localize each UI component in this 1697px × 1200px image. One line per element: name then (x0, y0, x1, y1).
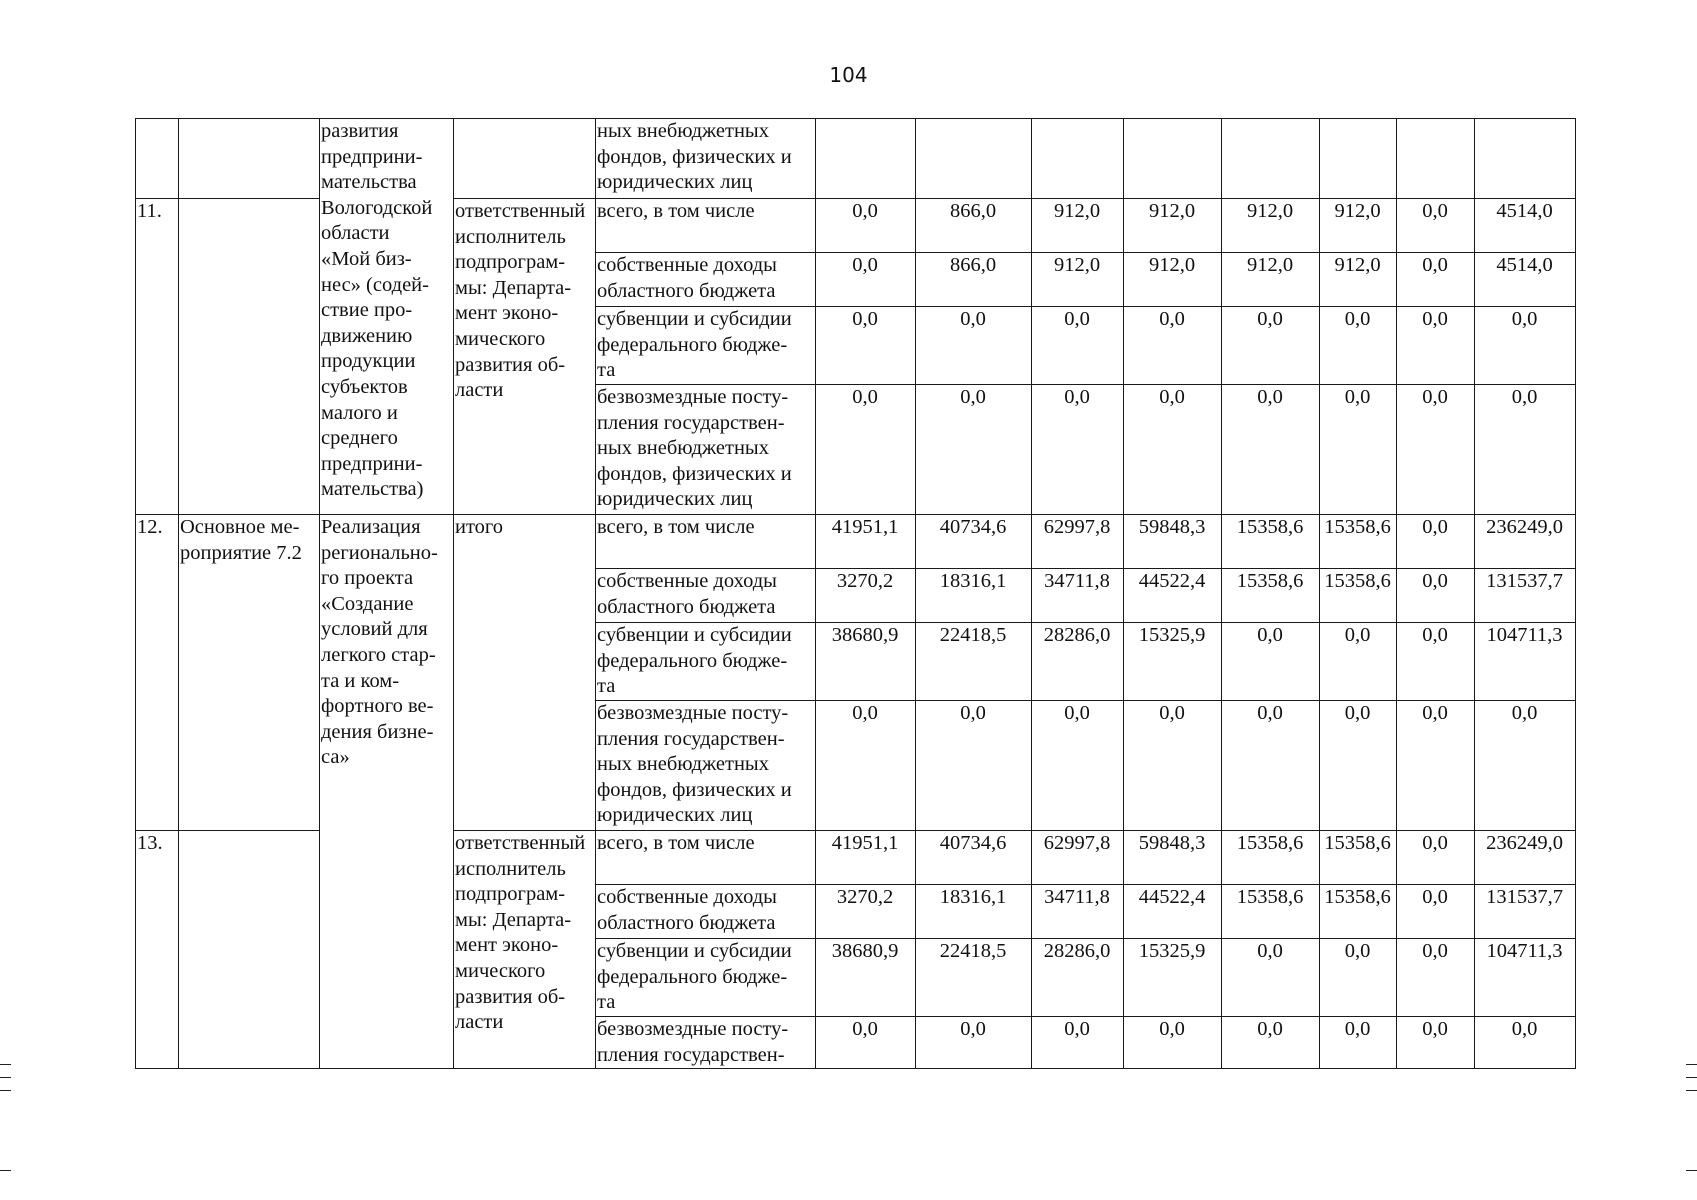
value-cell: 3270,2 (816, 885, 916, 939)
funding-source-cell: субвенции и субсидии федерального бюдже- та (596, 307, 816, 385)
scan-mark (1686, 1090, 1697, 1091)
value-cell (1222, 119, 1320, 199)
project-title-cell: Реализация регионально- го проекта «Создание условий для легкого стар- та и ком- фортного ве- дения бизне- са» (320, 515, 454, 1069)
value-cell: 0,0 (1222, 1017, 1320, 1069)
value-cell: 0,0 (1222, 939, 1320, 1017)
value-cell: 866,0 (916, 253, 1032, 307)
value-cell: 0,0 (1320, 385, 1397, 515)
value-cell: 15358,6 (1320, 831, 1397, 885)
value-cell: 0,0 (1475, 701, 1576, 831)
value-cell: 0,0 (1124, 1017, 1222, 1069)
value-cell: 0,0 (916, 307, 1032, 385)
value-cell: 912,0 (1320, 253, 1397, 307)
value-cell: 0,0 (1032, 701, 1124, 831)
value-cell (1320, 119, 1397, 199)
value-cell: 0,0 (816, 701, 916, 831)
value-cell: 15325,9 (1124, 939, 1222, 1017)
funding-source-cell: всего, в том числе (596, 831, 816, 885)
value-cell: 0,0 (1397, 569, 1475, 623)
value-cell: 0,0 (1320, 1017, 1397, 1069)
value-cell: 0,0 (1397, 515, 1475, 569)
funding-source-cell: субвенции и субсидии федерального бюдже- та (596, 623, 816, 701)
program-title-cell: развития предприни- мательства Вологодской области «Мой биз- нес» (содей- ствие про- движению продукции субъектов малого и среднего предприни- мательства) (320, 119, 454, 515)
value-cell: 0,0 (1032, 385, 1124, 515)
value-cell: 15358,6 (1222, 515, 1320, 569)
value-cell: 0,0 (1124, 307, 1222, 385)
value-cell: 41951,1 (816, 831, 916, 885)
value-cell: 912,0 (1032, 253, 1124, 307)
value-cell: 0,0 (1475, 307, 1576, 385)
value-cell: 15358,6 (1222, 831, 1320, 885)
value-cell: 0,0 (1397, 623, 1475, 701)
value-cell: 34711,8 (1032, 885, 1124, 939)
value-cell (1032, 119, 1124, 199)
value-cell: 0,0 (1397, 385, 1475, 515)
value-cell: 912,0 (1124, 253, 1222, 307)
value-cell: 4514,0 (1475, 253, 1576, 307)
funding-source-cell: безвозмездные посту- пления государствен- (596, 1017, 816, 1069)
value-cell: 131537,7 (1475, 569, 1576, 623)
value-cell: 38680,9 (816, 939, 916, 1017)
executor-cell: ответственный исполнитель подпрограм- мы: Департа- мент эконо- мического развития об- ласти (454, 199, 596, 515)
value-cell: 15358,6 (1222, 885, 1320, 939)
value-cell: 912,0 (1124, 199, 1222, 253)
main-event-cell (179, 831, 320, 1069)
value-cell (916, 119, 1032, 199)
subprogram-cell (179, 119, 320, 199)
table-row (136, 515, 1576, 569)
value-cell: 104711,3 (1475, 939, 1576, 1017)
funding-source-cell: субвенции и субсидии федерального бюдже- та (596, 939, 816, 1017)
value-cell: 0,0 (1032, 307, 1124, 385)
value-cell: 34711,8 (1032, 569, 1124, 623)
value-cell: 0,0 (1397, 701, 1475, 831)
value-cell: 15358,6 (1320, 515, 1397, 569)
value-cell: 0,0 (916, 385, 1032, 515)
main-event-cell: Основное ме- роприятие 7.2 (179, 515, 320, 831)
value-cell: 0,0 (1397, 253, 1475, 307)
value-cell: 0,0 (816, 307, 916, 385)
value-cell: 28286,0 (1032, 939, 1124, 1017)
value-cell: 912,0 (1222, 253, 1320, 307)
scan-mark (0, 1170, 11, 1171)
executor-cell (454, 119, 596, 199)
value-cell: 0,0 (1320, 939, 1397, 1017)
funding-source-cell: собственные доходы областного бюджета (596, 569, 816, 623)
value-cell: 40734,6 (916, 831, 1032, 885)
value-cell: 44522,4 (1124, 885, 1222, 939)
scan-mark (1686, 1170, 1697, 1171)
scan-mark (0, 1077, 11, 1078)
value-cell: 40734,6 (916, 515, 1032, 569)
value-cell: 912,0 (1222, 199, 1320, 253)
value-cell: 15358,6 (1320, 885, 1397, 939)
value-cell (1124, 119, 1222, 199)
page-number: 104 (829, 63, 868, 87)
value-cell: 0,0 (1397, 831, 1475, 885)
value-cell: 0,0 (916, 701, 1032, 831)
value-cell: 62997,8 (1032, 831, 1124, 885)
value-cell: 0,0 (1124, 385, 1222, 515)
scan-mark (1686, 1064, 1697, 1065)
row-number-cell: 11. (136, 199, 179, 515)
funding-source-cell: безвозмездные посту- пления государствен- ных внебюджетных фондов, физических и юридических лиц (596, 385, 816, 515)
funding-source-cell: всего, в том числе (596, 199, 816, 253)
value-cell: 0,0 (1320, 701, 1397, 831)
scan-mark (0, 1064, 11, 1065)
value-cell: 0,0 (1397, 199, 1475, 253)
value-cell: 236249,0 (1475, 831, 1576, 885)
value-cell: 44522,4 (1124, 569, 1222, 623)
scan-mark (0, 1090, 11, 1091)
table-row (136, 119, 1576, 199)
value-cell: 0,0 (1222, 385, 1320, 515)
value-cell: 59848,3 (1124, 515, 1222, 569)
value-cell: 131537,7 (1475, 885, 1576, 939)
value-cell: 912,0 (1320, 199, 1397, 253)
value-cell: 104711,3 (1475, 623, 1576, 701)
value-cell (1397, 119, 1475, 199)
subprogram-cell (179, 199, 320, 515)
row-number-cell: 12. (136, 515, 179, 831)
value-cell: 18316,1 (916, 885, 1032, 939)
value-cell: 236249,0 (1475, 515, 1576, 569)
value-cell: 38680,9 (816, 623, 916, 701)
value-cell: 866,0 (916, 199, 1032, 253)
row-number-cell: 13. (136, 831, 179, 1069)
value-cell: 18316,1 (916, 569, 1032, 623)
value-cell: 0,0 (816, 385, 916, 515)
value-cell: 0,0 (816, 199, 916, 253)
funding-source-cell: собственные доходы областного бюджета (596, 885, 816, 939)
value-cell: 0,0 (916, 1017, 1032, 1069)
value-cell: 0,0 (1222, 701, 1320, 831)
value-cell: 0,0 (1222, 623, 1320, 701)
value-cell: 4514,0 (1475, 199, 1576, 253)
value-cell: 0,0 (1397, 939, 1475, 1017)
funding-source-cell: безвозмездные посту- пления государствен- ных внебюджетных фондов, физических и юридических лиц (596, 701, 816, 831)
value-cell: 0,0 (1397, 307, 1475, 385)
value-cell: 0,0 (1320, 623, 1397, 701)
row-number-cell (136, 119, 179, 199)
executor-cell: ответственный исполнитель подпрограм- мы: Департа- мент эконо- мического развития об- ласти (454, 831, 596, 1069)
budget-table (135, 118, 1576, 1069)
value-cell (1475, 119, 1576, 199)
value-cell: 3270,2 (816, 569, 916, 623)
value-cell: 912,0 (1032, 199, 1124, 253)
value-cell: 15358,6 (1222, 569, 1320, 623)
value-cell: 22418,5 (916, 623, 1032, 701)
value-cell: 0,0 (816, 253, 916, 307)
value-cell: 22418,5 (916, 939, 1032, 1017)
funding-source-cell: всего, в том числе (596, 515, 816, 569)
value-cell: 0,0 (1475, 1017, 1576, 1069)
value-cell: 0,0 (1320, 307, 1397, 385)
value-cell: 0,0 (1032, 1017, 1124, 1069)
executor-cell: итого (454, 515, 596, 831)
value-cell: 0,0 (1124, 701, 1222, 831)
value-cell: 0,0 (1222, 307, 1320, 385)
value-cell: 0,0 (1397, 1017, 1475, 1069)
value-cell: 15358,6 (1320, 569, 1397, 623)
scan-mark (1686, 1077, 1697, 1078)
value-cell: 59848,3 (1124, 831, 1222, 885)
value-cell: 28286,0 (1032, 623, 1124, 701)
value-cell: 0,0 (816, 1017, 916, 1069)
value-cell: 41951,1 (816, 515, 916, 569)
funding-source-cell: собственные доходы областного бюджета (596, 253, 816, 307)
funding-source-cell: ных внебюджетных фондов, физических и юридических лиц (596, 119, 816, 199)
value-cell: 0,0 (1397, 885, 1475, 939)
value-cell (816, 119, 916, 199)
value-cell: 0,0 (1475, 385, 1576, 515)
value-cell: 62997,8 (1032, 515, 1124, 569)
value-cell: 15325,9 (1124, 623, 1222, 701)
